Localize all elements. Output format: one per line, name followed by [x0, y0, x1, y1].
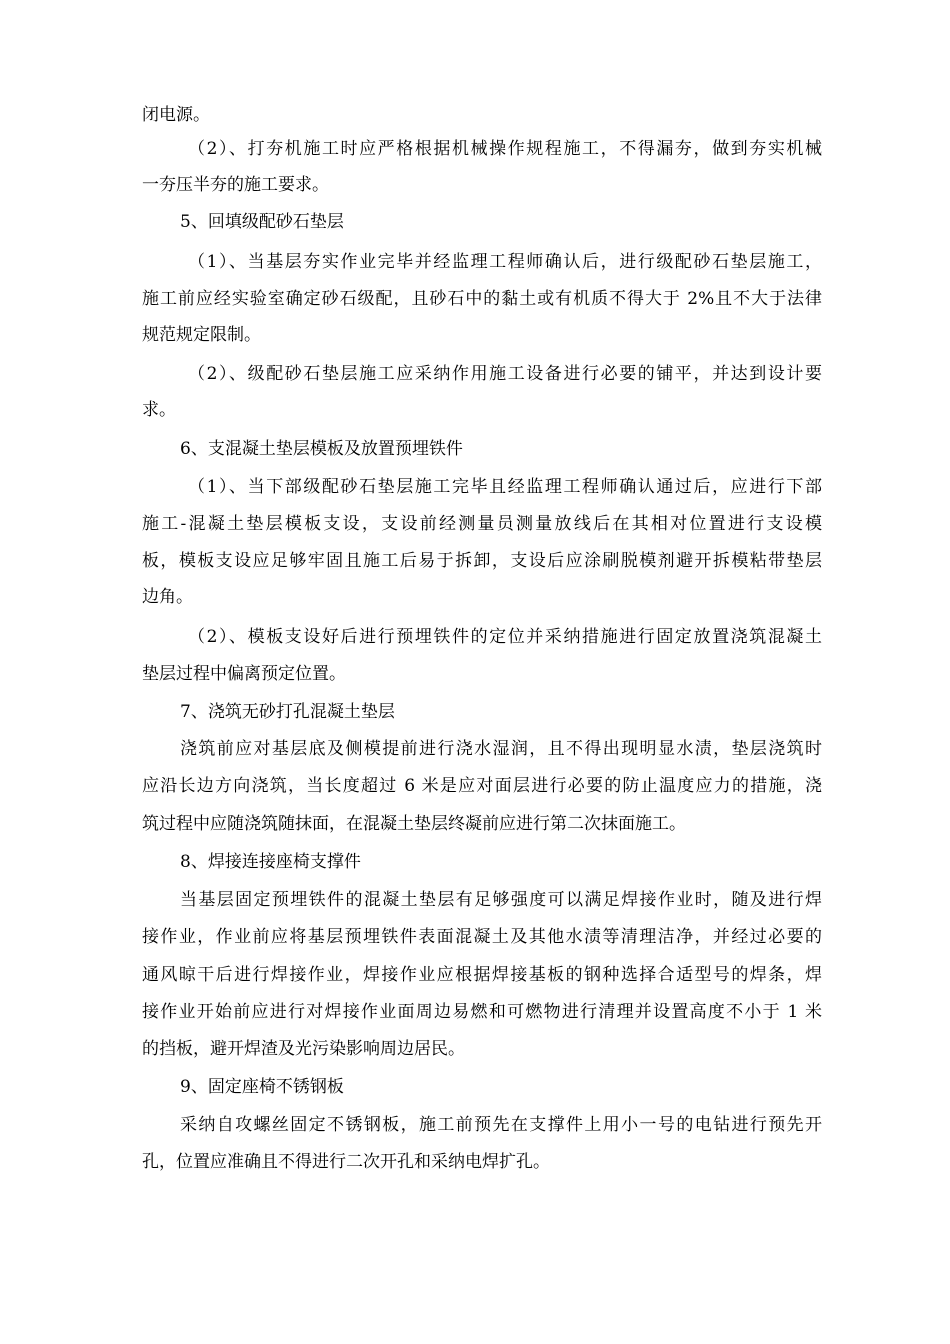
paragraph-line: 通风晾干后进行焊接作业，焊接作业应根据焊接基板的钢种选择合适型号的焊条，焊 [142, 965, 822, 985]
paragraph-line: 边角。 [142, 587, 193, 607]
section-heading: 6、支混凝土垫层模板及放置预埋铁件 [180, 439, 463, 459]
paragraph-line: 一夯压半夯的施工要求。 [142, 175, 329, 195]
paragraph-line: （2）、级配砂石垫层施工应采纳作用施工设备进行必要的铺平，并达到设计要 [188, 364, 822, 384]
paragraph-line: （2）、模板支设好后进行预埋铁件的定位并采纳措施进行固定放置浇筑混凝土 [188, 627, 822, 647]
paragraph-line: 筑过程中应随浇筑随抹面，在混凝土垫层终凝前应进行第二次抹面施工。 [142, 814, 686, 834]
paragraph-line: 规范规定限制。 [142, 325, 261, 345]
section-heading: 7、浇筑无砂打孔混凝土垫层 [180, 702, 395, 722]
section-heading: 9、固定座椅不锈钢板 [180, 1077, 344, 1097]
paragraph-line: 闭电源。 [142, 105, 210, 125]
paragraph-line: 施工-混凝土垫层模板支设，支设前经测量员测量放线后在其相对位置进行支设模 [142, 514, 822, 534]
paragraph-line: 接作业开始前应进行对焊接作业面周边易燃和可燃物进行清理并设置高度不小于 1 米 [142, 1002, 822, 1022]
section-heading: 8、焊接连接座椅支撑件 [180, 852, 361, 872]
paragraph-line: 采纳自攻螺丝固定不锈钢板，施工前预先在支撑件上用小一号的电钻进行预先开 [180, 1115, 822, 1135]
paragraph-line: （1）、当下部级配砂石垫层施工完毕且经监理工程师确认通过后，应进行下部 [188, 477, 822, 497]
section-heading: 5、回填级配砂石垫层 [180, 212, 344, 232]
paragraph-line: （2）、打夯机施工时应严格根据机械操作规程施工，不得漏夯，做到夯实机械 [188, 139, 822, 159]
paragraph-line: 施工前应经实验室确定砂石级配，且砂石中的黏土或有机质不得大于 2%且不大于法律 [142, 289, 822, 309]
paragraph-line: 求。 [142, 400, 176, 420]
paragraph-line: 当基层固定预埋铁件的混凝土垫层有足够强度可以满足焊接作业时，随及进行焊 [180, 890, 822, 910]
paragraph-line: 孔，位置应准确且不得进行二次开孔和采纳电焊扩孔。 [142, 1152, 550, 1172]
paragraph-line: 浇筑前应对基层底及侧模提前进行浇水湿润，且不得出现明显水渍，垫层浇筑时 [180, 739, 822, 759]
paragraph-line: 应沿长边方向浇筑，当长度超过 6 米是应对面层进行必要的防止温度应力的措施，浇 [142, 776, 822, 796]
paragraph-line: 板，模板支设应足够牢固且施工后易于拆卸，支设后应涂刷脱模剂避开拆模粘带垫层 [142, 551, 822, 571]
paragraph-line: 的挡板，避开焊渣及光污染影响周边居民。 [142, 1039, 465, 1059]
paragraph-line: （1）、当基层夯实作业完毕并经监理工程师确认后，进行级配砂石垫层施工， [188, 252, 822, 272]
paragraph-line: 垫层过程中偏离预定位置。 [142, 664, 346, 684]
paragraph-line: 接作业，作业前应将基层预埋铁件表面混凝土及其他水渍等清理洁净，并经过必要的 [142, 927, 822, 947]
